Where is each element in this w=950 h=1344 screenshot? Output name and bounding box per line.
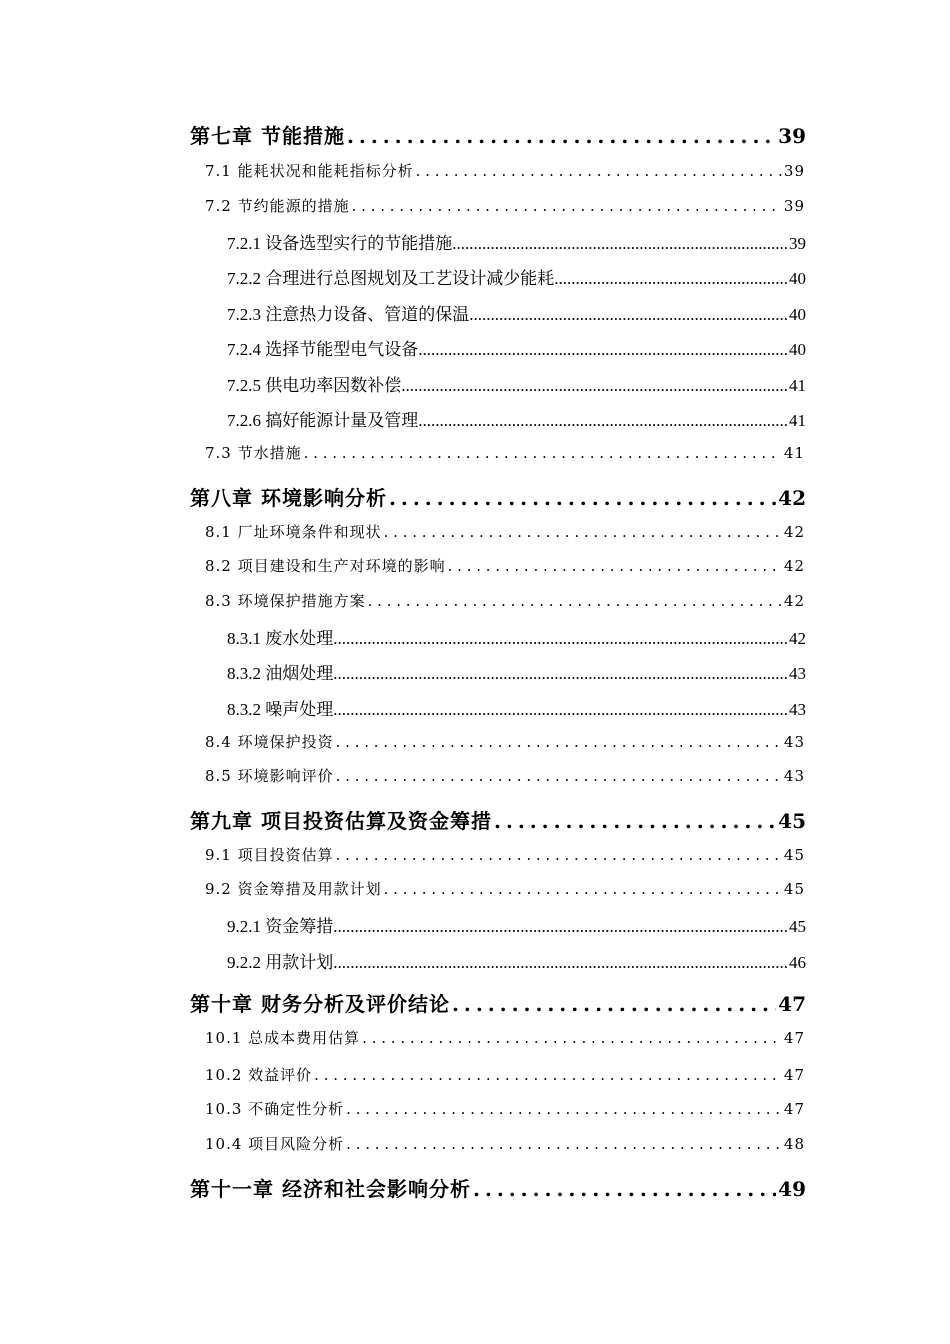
toc-page-number: 45 bbox=[783, 846, 805, 864]
toc-page-number: 42 bbox=[783, 592, 805, 610]
toc-sub-7-2-1[interactable] bbox=[227, 229, 806, 255]
toc-sub-8-3-2-oil[interactable] bbox=[227, 659, 806, 685]
toc-entry-label: 8.4 环境保护投资 bbox=[205, 733, 334, 751]
toc-entry-label: 7.1 能耗状况和能耗指标分析 bbox=[205, 162, 414, 180]
dot-leader bbox=[336, 846, 782, 864]
toc-sub-7-2-2[interactable] bbox=[227, 264, 806, 290]
toc-sub-7-2-3[interactable] bbox=[227, 300, 806, 326]
toc-page-number: 41 bbox=[783, 444, 805, 462]
toc-sub-8-3-2-noise[interactable] bbox=[227, 695, 806, 721]
dot-leader bbox=[494, 809, 776, 833]
dot-leader bbox=[418, 411, 789, 431]
toc-chapter-11[interactable] bbox=[190, 1173, 806, 1205]
dot-leader bbox=[473, 1177, 776, 1201]
dot-leader bbox=[336, 767, 782, 785]
toc-entry-label: 8.3 环境保护措施方案 bbox=[205, 592, 366, 610]
toc-entry-label: 7.2.3 注意热力设备、管道的保温 bbox=[227, 305, 470, 324]
dot-leader bbox=[362, 1029, 782, 1047]
toc-section-8-5[interactable] bbox=[205, 765, 805, 791]
dot-leader bbox=[352, 197, 782, 215]
toc-section-8-2[interactable] bbox=[205, 555, 805, 581]
toc-page-number: 42 bbox=[783, 523, 805, 541]
toc-section-8-4[interactable] bbox=[205, 731, 805, 757]
dot-leader bbox=[333, 953, 789, 973]
toc-sub-9-2-1[interactable] bbox=[227, 912, 806, 938]
toc-section-10-1[interactable] bbox=[205, 1027, 805, 1053]
toc-page-number: 42 bbox=[789, 629, 806, 648]
dot-leader bbox=[452, 992, 776, 1016]
toc-entry-label: 第八章 环境影响分析 bbox=[190, 486, 387, 510]
toc-entry-label: 7.2.4 选择节能型电气设备 bbox=[227, 340, 419, 359]
toc-page-number: 42 bbox=[783, 557, 805, 575]
toc-entry-label: 9.2.1 资金筹措 bbox=[227, 917, 334, 936]
toc-chapter-7[interactable] bbox=[190, 120, 806, 152]
toc-page-number: 39 bbox=[789, 234, 806, 253]
dot-leader bbox=[384, 523, 782, 541]
toc-page-number: 41 bbox=[789, 376, 806, 395]
toc-page-number: 45 bbox=[789, 917, 806, 936]
toc-entry-label: 7.2.5 供电功率因数补偿 bbox=[227, 376, 402, 395]
toc-section-9-1[interactable] bbox=[205, 844, 805, 870]
toc-entry-label: 7.3 节水措施 bbox=[205, 444, 302, 462]
toc-section-10-4[interactable] bbox=[205, 1133, 805, 1159]
toc-chapter-8[interactable] bbox=[190, 482, 806, 514]
toc-section-10-2[interactable] bbox=[205, 1064, 805, 1090]
toc-section-9-2[interactable] bbox=[205, 878, 805, 904]
toc-sub-8-3-1[interactable] bbox=[227, 624, 806, 650]
toc-entry-label: 10.4 项目风险分析 bbox=[205, 1135, 345, 1153]
dot-leader bbox=[336, 733, 782, 751]
toc-page-number: 43 bbox=[783, 733, 805, 751]
dot-leader bbox=[346, 1100, 782, 1118]
toc-page-number: 39 bbox=[783, 197, 805, 215]
toc-entry-label: 10.2 效益评价 bbox=[205, 1066, 313, 1084]
toc-entry-label: 8.5 环境影响评价 bbox=[205, 767, 334, 785]
dot-leader bbox=[389, 486, 776, 510]
toc-entry-label: 9.2 资金筹措及用款计划 bbox=[205, 880, 382, 898]
toc-page-number: 43 bbox=[789, 700, 806, 719]
toc-page-number: 40 bbox=[789, 340, 806, 359]
toc-entry-label: 8.3.2 噪声处理 bbox=[227, 700, 334, 719]
dot-leader bbox=[401, 376, 789, 396]
toc-page-number: 42 bbox=[778, 486, 806, 510]
toc-section-7-2[interactable] bbox=[205, 195, 805, 221]
dot-leader bbox=[469, 305, 789, 325]
toc-entry-label: 7.2 节约能源的措施 bbox=[205, 197, 350, 215]
toc-page-number: 39 bbox=[783, 162, 805, 180]
toc-page-number: 40 bbox=[789, 305, 806, 324]
toc-entry-label: 9.1 项目投资估算 bbox=[205, 846, 334, 864]
toc-entry-label: 8.3.1 废水处理 bbox=[227, 629, 334, 648]
dot-leader bbox=[452, 234, 789, 254]
dot-leader bbox=[347, 124, 776, 148]
toc-entry-label: 第十章 财务分析及评价结论 bbox=[190, 992, 450, 1016]
dot-leader bbox=[384, 880, 782, 898]
dot-leader bbox=[333, 917, 789, 937]
toc-entry-label: 第十一章 经济和社会影响分析 bbox=[190, 1177, 471, 1201]
dot-leader bbox=[416, 162, 782, 180]
toc-page-number: 47 bbox=[783, 1066, 805, 1084]
toc-page-number: 40 bbox=[789, 269, 806, 288]
toc-section-7-3[interactable] bbox=[205, 442, 805, 468]
toc-entry-label: 第七章 节能措施 bbox=[190, 124, 345, 148]
toc-section-10-3[interactable] bbox=[205, 1098, 805, 1124]
dot-leader bbox=[418, 340, 789, 360]
dot-leader bbox=[333, 700, 789, 720]
toc-entry-label: 8.2 项目建设和生产对环境的影响 bbox=[205, 557, 446, 575]
toc-entry-label: 7.2.1 设备选型实行的节能措施 bbox=[227, 234, 453, 253]
toc-section-7-1[interactable] bbox=[205, 160, 805, 186]
dot-leader bbox=[368, 592, 782, 610]
dot-leader bbox=[554, 269, 789, 289]
toc-page-number: 47 bbox=[783, 1100, 805, 1118]
toc-entry-label: 第九章 项目投资估算及资金筹措 bbox=[190, 809, 492, 833]
dot-leader bbox=[314, 1066, 782, 1084]
toc-chapter-9[interactable] bbox=[190, 805, 806, 837]
toc-entry-label: 8.3.2 油烟处理 bbox=[227, 664, 334, 683]
dot-leader bbox=[346, 1135, 782, 1153]
toc-entry-label: 7.2.2 合理进行总图规划及工艺设计减少能耗 bbox=[227, 269, 555, 288]
toc-page-number: 45 bbox=[778, 809, 806, 833]
toc-sub-7-2-5[interactable] bbox=[227, 371, 806, 397]
toc-entry-label: 10.3 不确定性分析 bbox=[205, 1100, 345, 1118]
toc-section-8-3[interactable] bbox=[205, 590, 805, 616]
toc-page-number: 46 bbox=[789, 953, 806, 972]
toc-page-number: 47 bbox=[778, 992, 806, 1016]
toc-chapter-10[interactable] bbox=[190, 988, 806, 1020]
toc-section-8-1[interactable] bbox=[205, 521, 805, 547]
dot-leader bbox=[333, 629, 789, 649]
toc-entry-label: 9.2.2 用款计划 bbox=[227, 953, 334, 972]
toc-page-number: 43 bbox=[783, 767, 805, 785]
toc-page-number: 39 bbox=[778, 124, 806, 148]
toc-entry-label: 7.2.6 搞好能源计量及管理 bbox=[227, 411, 419, 430]
toc-page-number: 41 bbox=[789, 411, 806, 430]
dot-leader bbox=[304, 444, 782, 462]
dot-leader bbox=[448, 557, 782, 575]
toc-page-number: 49 bbox=[778, 1177, 806, 1201]
toc-page-number: 43 bbox=[789, 664, 806, 683]
toc-sub-7-2-4[interactable] bbox=[227, 335, 806, 361]
dot-leader bbox=[333, 664, 789, 684]
toc-sub-9-2-2[interactable] bbox=[227, 948, 806, 974]
toc-page-number: 48 bbox=[783, 1135, 805, 1153]
toc-entry-label: 8.1 厂址环境条件和现状 bbox=[205, 523, 382, 541]
toc-page-number: 47 bbox=[783, 1029, 805, 1047]
toc-page-number: 45 bbox=[783, 880, 805, 898]
toc-entry-label: 10.1 总成本费用估算 bbox=[205, 1029, 361, 1047]
toc-sub-7-2-6[interactable] bbox=[227, 406, 806, 432]
